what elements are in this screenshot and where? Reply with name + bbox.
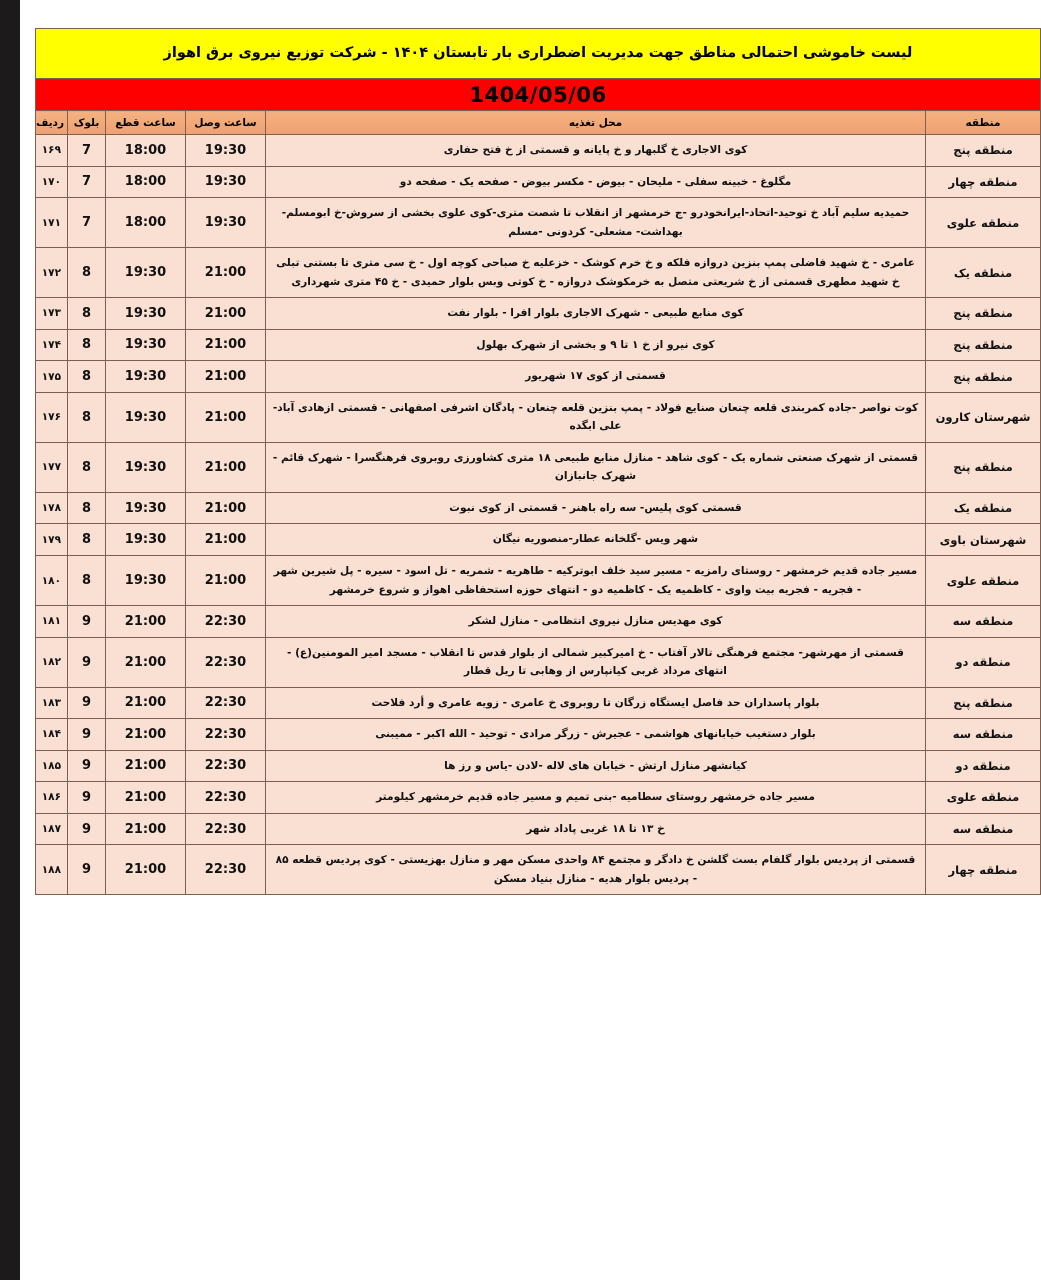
cell-region: منطقه پنج (926, 442, 1041, 492)
cell-on-time: 22:30 (186, 687, 266, 719)
cell-region: منطقه دو (926, 637, 1041, 687)
cell-region: منطقه سه (926, 813, 1041, 845)
cell-off-time: 21:00 (106, 750, 186, 782)
cell-on-time: 21:00 (186, 524, 266, 556)
cell-row-no: ۱۷۱ (35, 198, 67, 248)
cell-block: 8 (68, 492, 106, 524)
date-banner-row (35, 79, 1040, 111)
cell-location: قسمتی از کوی ۱۷ شهریور (266, 361, 926, 393)
cell-row-no: ۱۸۰ (35, 555, 67, 605)
cell-location: قسمتی از مهرشهر- مجتمع فرهنگی تالار آفتاب - خ امیرکبیر شمالی از بلوار قدس تا انقلاب - مسجد امیر المومنین(ع) - انتهای مرداد غربی کیانپارس از وهابی تا ریل قطار (266, 637, 926, 687)
cell-block: 9 (68, 750, 106, 782)
cell-on-time: 21:00 (186, 492, 266, 524)
cell-location: قسمتی از پردیس بلوار گلفام بست گلشن خ دادگر و مجتمع ۸۴ واحدی مسکن مهر و منازل بهزیستی - کوی پردیس قطعه ۸۵ - پردیس بلوار هدیه - منازل بنیاد مسکن (266, 845, 926, 895)
cell-location: کیانشهر منازل ارتش - خیابان های لاله -لادن -یاس و رز ها (266, 750, 926, 782)
table-row (35, 298, 1040, 330)
cell-on-time: 22:30 (186, 813, 266, 845)
table-row (35, 492, 1040, 524)
cell-block: 9 (68, 606, 106, 638)
column-header-row (35, 111, 1040, 135)
cell-block: 8 (68, 442, 106, 492)
table-row (35, 750, 1040, 782)
table-row (35, 166, 1040, 198)
cell-off-time: 21:00 (106, 782, 186, 814)
cell-block: 8 (68, 524, 106, 556)
table-row (35, 687, 1040, 719)
cell-block: 9 (68, 637, 106, 687)
cell-off-time: 19:30 (106, 492, 186, 524)
cell-row-no: ۱۸۶ (35, 782, 67, 814)
cell-location: کوی منابع طبیعی - شهرک الاجاری بلوار افرا - بلوار نفت (266, 298, 926, 330)
table-row (35, 719, 1040, 751)
cell-region: منطقه سه (926, 606, 1041, 638)
cell-region: منطقه پنج (926, 361, 1041, 393)
cell-region: منطقه علوی (926, 198, 1041, 248)
schedule-date: 1404/05/06 (35, 79, 1040, 111)
cell-on-time: 19:30 (186, 135, 266, 167)
cell-on-time: 21:00 (186, 361, 266, 393)
cell-off-time: 21:00 (106, 813, 186, 845)
cell-location: عامری - خ شهید فاضلی پمپ بنزین دروازه فلکه و خ خرم کوشک - خزعلیه خ صباحی کوچه اول - خ سی متری تا بستنی تبلی خ شهید مطهری قسمتی از خ شریعتی متصل به خرمکوشک دروازه - خ کوتی وبس بلوار حمیدی - خ ۴۵ متری شهرداری (266, 248, 926, 298)
cell-row-no: ۱۷۳ (35, 298, 67, 330)
table-row (35, 606, 1040, 638)
left-dark-gutter (0, 0, 20, 1280)
table-row (35, 392, 1040, 442)
cell-region: منطقه یک (926, 492, 1041, 524)
cell-region: شهرستان کارون (926, 392, 1041, 442)
column-header-row-no: ردیف (35, 111, 67, 135)
cell-region: شهرستان باوی (926, 524, 1041, 556)
table-row (35, 782, 1040, 814)
cell-on-time: 21:00 (186, 392, 266, 442)
column-header-location: محل تغذیه (266, 111, 926, 135)
cell-location: کوی نیرو از خ ۱ تا ۹ و بخشی از شهرک بهلول (266, 329, 926, 361)
cell-location: خ ۱۳ تا ۱۸ غربی پاداد شهر (266, 813, 926, 845)
cell-block: 7 (68, 198, 106, 248)
cell-location: کوی مهدیس منازل نیروی انتظامی - منازل لشکر (266, 606, 926, 638)
cell-off-time: 19:30 (106, 361, 186, 393)
cell-location: شهر ویس -گلخانه عطار-منصوریه نیگان (266, 524, 926, 556)
outage-schedule-table (35, 28, 1041, 895)
cell-on-time: 22:30 (186, 782, 266, 814)
cell-block: 8 (68, 392, 106, 442)
cell-location: مسیر جاده خرمشهر روستای سطامیه -بنی تمیم و مسیر جاده قدیم خرمشهر کیلومتر (266, 782, 926, 814)
cell-row-no: ۱۷۲ (35, 248, 67, 298)
cell-location: مسیر جاده قدیم خرمشهر - روستای رامزیه - مسیر سید خلف ابوترکیه - طاهریه - شمریه - تل اسود - سیره - پل شیرین شهر - فجریه - فجریه بیت واوی - کاظمیه یک - کاظمیه دو - انتهای حوزه استحفاظی اهواز و شروع خرمشهر (266, 555, 926, 605)
cell-row-no: ۱۸۳ (35, 687, 67, 719)
cell-region: منطقه پنج (926, 687, 1041, 719)
cell-block: 9 (68, 845, 106, 895)
cell-off-time: 19:30 (106, 524, 186, 556)
cell-on-time: 19:30 (186, 198, 266, 248)
cell-off-time: 21:00 (106, 606, 186, 638)
cell-off-time: 19:30 (106, 555, 186, 605)
table-row (35, 524, 1040, 556)
cell-on-time: 19:30 (186, 166, 266, 198)
cell-on-time: 22:30 (186, 606, 266, 638)
cell-on-time: 21:00 (186, 329, 266, 361)
cell-region: منطقه سه (926, 719, 1041, 751)
table-row (35, 135, 1040, 167)
cell-region: منطقه چهار (926, 845, 1041, 895)
column-header-off-time: ساعت قطع (106, 111, 186, 135)
cell-on-time: 21:00 (186, 555, 266, 605)
cell-row-no: ۱۷۷ (35, 442, 67, 492)
cell-block: 9 (68, 782, 106, 814)
cell-location: حمیدیه سلیم آباد خ توحید-اتحاد-ایرانخودرو -ج خرمشهر از انقلاب تا شصت متری-کوی علوی بخشی از سروش-خ ابومسلم- بهداشت- مشعلی- کردونی -مسلم (266, 198, 926, 248)
table-row (35, 637, 1040, 687)
column-header-block: بلوک (68, 111, 106, 135)
cell-location: کوی الاجاری خ گلبهار و خ پایانه و قسمتی از خ فتح حفاری (266, 135, 926, 167)
table-row (35, 361, 1040, 393)
cell-off-time: 19:30 (106, 329, 186, 361)
cell-off-time: 19:30 (106, 248, 186, 298)
cell-row-no: ۱۸۵ (35, 750, 67, 782)
table-row (35, 198, 1040, 248)
cell-off-time: 21:00 (106, 687, 186, 719)
cell-off-time: 18:00 (106, 198, 186, 248)
cell-block: 9 (68, 813, 106, 845)
cell-block: 7 (68, 135, 106, 167)
cell-row-no: ۱۷۶ (35, 392, 67, 442)
cell-block: 7 (68, 166, 106, 198)
table-row (35, 813, 1040, 845)
table-row (35, 845, 1040, 895)
cell-off-time: 21:00 (106, 719, 186, 751)
cell-block: 9 (68, 687, 106, 719)
cell-off-time: 18:00 (106, 135, 186, 167)
cell-block: 8 (68, 329, 106, 361)
cell-location: مگلوغ - خبینه سفلی - ملیحان - بیوض - مکسر بیوض - صفحه یک - صفحه دو (266, 166, 926, 198)
table-row (35, 329, 1040, 361)
title-banner-row (35, 29, 1040, 79)
cell-region: منطقه چهار (926, 166, 1041, 198)
cell-region: منطقه پنج (926, 298, 1041, 330)
cell-row-no: ۱۶۹ (35, 135, 67, 167)
cell-location: کوت نواصر -جاده کمربندی قلعه چنعان صنایع فولاد - پمپ بنزین قلعه چنعان - پادگان اشرفی اصفهانی - قسمتی ازهادی آباد- علی ابگده (266, 392, 926, 442)
cell-row-no: ۱۷۸ (35, 492, 67, 524)
cell-on-time: 21:00 (186, 442, 266, 492)
cell-region: منطقه علوی (926, 555, 1041, 605)
cell-off-time: 19:30 (106, 298, 186, 330)
cell-row-no: ۱۷۰ (35, 166, 67, 198)
cell-location: قسمتی از شهرک صنعتی شماره یک - کوی شاهد - منازل منابع طبیعی ۱۸ متری کشاورزی روبروی فرهنگسرا - شهرک قائم - شهرک جانبازان (266, 442, 926, 492)
cell-row-no: ۱۷۴ (35, 329, 67, 361)
cell-off-time: 18:00 (106, 166, 186, 198)
cell-block: 9 (68, 719, 106, 751)
cell-on-time: 22:30 (186, 750, 266, 782)
cell-block: 8 (68, 298, 106, 330)
cell-location: قسمتی کوی پلیس- سه راه باهنر - قسمتی از کوی نبوت (266, 492, 926, 524)
table-row (35, 442, 1040, 492)
cell-row-no: ۱۸۴ (35, 719, 67, 751)
cell-block: 8 (68, 248, 106, 298)
cell-off-time: 21:00 (106, 637, 186, 687)
cell-row-no: ۱۸۸ (35, 845, 67, 895)
cell-on-time: 21:00 (186, 248, 266, 298)
cell-block: 8 (68, 361, 106, 393)
column-header-on-time: ساعت وصل (186, 111, 266, 135)
outage-table-body (35, 135, 1040, 895)
cell-location: بلوار دستغیب خیابانهای هواشمی - عجیرش - زرگر مرادی - توحید - الله اکبر - ممیبنی (266, 719, 926, 751)
cell-location: بلوار پاسداران حد فاصل ایستگاه زرگان تا روبروی خ عامری - زویه عامری و أرد فلاحت (266, 687, 926, 719)
cell-row-no: ۱۷۹ (35, 524, 67, 556)
cell-region: منطقه یک (926, 248, 1041, 298)
document-title: لیست خاموشی احتمالی مناطق جهت مدیریت اضطراری بار تابستان ۱۴۰۴ - شرکت توزیع نیروی برق اهواز (35, 29, 1040, 79)
cell-region: منطقه دو (926, 750, 1041, 782)
cell-off-time: 21:00 (106, 845, 186, 895)
table-row (35, 248, 1040, 298)
cell-row-no: ۱۸۷ (35, 813, 67, 845)
cell-off-time: 19:30 (106, 442, 186, 492)
cell-off-time: 19:30 (106, 392, 186, 442)
cell-on-time: 22:30 (186, 637, 266, 687)
cell-region: منطقه پنج (926, 135, 1041, 167)
cell-row-no: ۱۸۱ (35, 606, 67, 638)
cell-row-no: ۱۸۲ (35, 637, 67, 687)
table-row (35, 555, 1040, 605)
cell-on-time: 21:00 (186, 298, 266, 330)
cell-block: 8 (68, 555, 106, 605)
cell-row-no: ۱۷۵ (35, 361, 67, 393)
cell-region: منطقه پنج (926, 329, 1041, 361)
cell-on-time: 22:30 (186, 719, 266, 751)
column-header-region: منطقه (926, 111, 1041, 135)
cell-on-time: 22:30 (186, 845, 266, 895)
cell-region: منطقه علوی (926, 782, 1041, 814)
outage-schedule-page (20, 0, 1041, 1280)
